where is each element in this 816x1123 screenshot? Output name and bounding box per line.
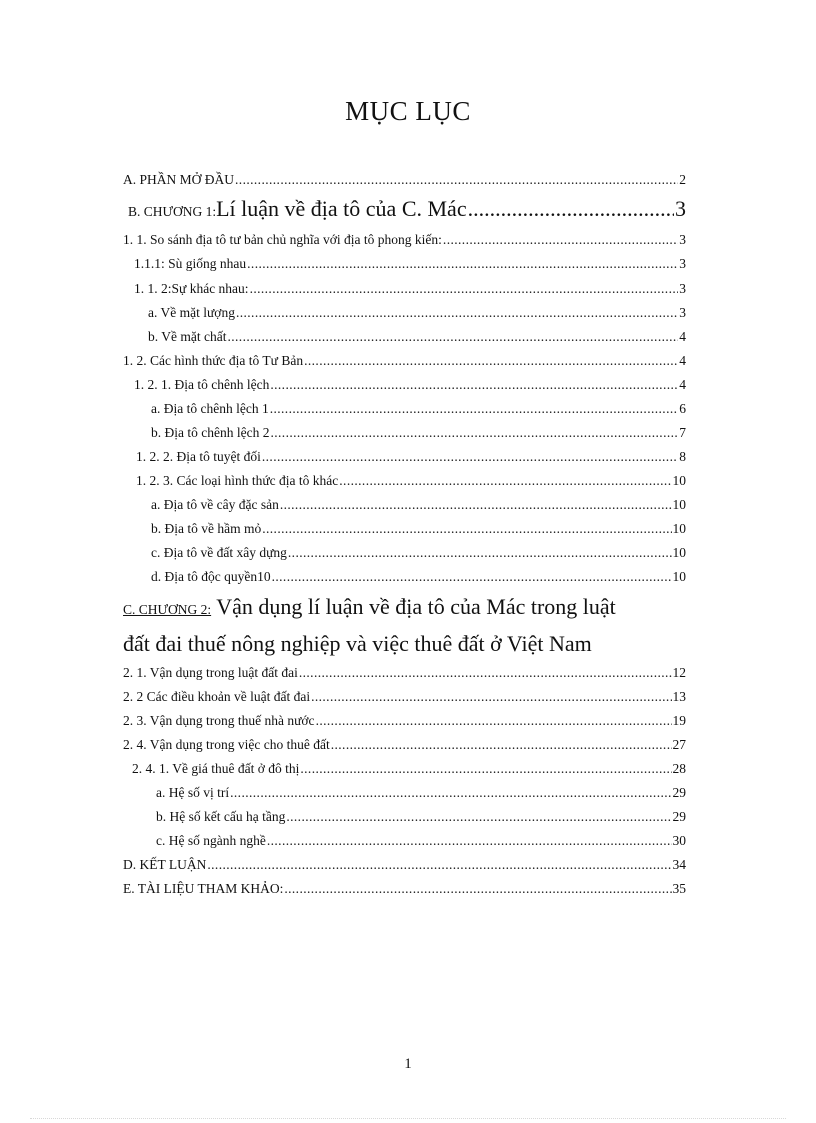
dot-leader <box>468 196 674 222</box>
chapter-2-heading-line-1 <box>123 590 695 627</box>
dot-leader <box>230 785 671 801</box>
toc-entry-text: 1. 1. 2:Sự khác nhau: <box>134 281 249 296</box>
toc-entry-1-2-2[interactable] <box>136 449 686 465</box>
toc-entry-page: 10 <box>672 473 686 488</box>
toc-entry-text: 1. 2. Các hình thức địa tô Tư Bản <box>123 353 304 368</box>
chapter-title: Vận dụng lí luận về địa tô của Mác trong luật <box>216 594 616 619</box>
dot-leader <box>267 833 672 849</box>
toc-entry-2-2[interactable] <box>123 689 686 705</box>
chapter-label: B. CHƯƠNG 1: <box>128 204 217 219</box>
dot-leader <box>331 737 672 753</box>
toc-entry-2-4-1[interactable] <box>132 761 686 777</box>
toc-entry-text <box>128 196 467 222</box>
dot-leader <box>304 353 678 369</box>
dot-leader <box>247 256 678 272</box>
toc-entry-1-1-2-a[interactable] <box>148 305 686 321</box>
toc-entry-2-3[interactable] <box>123 713 686 729</box>
dot-leader <box>270 401 679 417</box>
toc-entry-text: c. Địa tô về đất xây dựng <box>151 545 287 560</box>
toc-entry-2-1[interactable] <box>123 665 686 681</box>
toc-entry-page: 34 <box>672 857 686 872</box>
toc-entry-text: 1.1.1: Sù giống nhau <box>134 256 247 271</box>
toc-title: MỤC LỤC <box>345 96 471 126</box>
dot-leader <box>262 449 678 465</box>
toc-entry-page: 3 <box>679 232 686 247</box>
toc-entry-page: 2 <box>679 172 686 187</box>
toc-entry-text: b. Hệ số kết cấu hạ tầng <box>156 809 286 824</box>
toc-entry-text: 1. 2. 3. Các loại hình thức địa tô khác <box>136 473 339 488</box>
toc-entry-page: 13 <box>672 689 686 704</box>
dot-leader <box>299 665 672 681</box>
toc-entry-text: c. Hệ số ngành nghề <box>156 833 266 848</box>
toc-entry-1-2-3-b[interactable] <box>151 521 686 537</box>
chapter-2-heading-line-2: đất đai thuế nông nghiệp và việc thuê đất ở Việt Nam <box>123 631 592 656</box>
toc-entry-text: b. Địa tô về hầm mỏ <box>151 521 262 536</box>
toc-entry-page: 4 <box>679 353 686 368</box>
toc-entry-1-2-1[interactable] <box>134 377 686 393</box>
toc-entry-1-1-2-b[interactable] <box>148 329 686 345</box>
dot-leader <box>286 809 671 825</box>
toc-entry-text: 2. 1. Vận dụng trong luật đất đai <box>123 665 298 680</box>
toc-entry-1-1-2[interactable] <box>134 281 686 297</box>
toc-entry-page: 29 <box>672 785 686 800</box>
toc-entry-page: 3 <box>679 305 686 320</box>
dot-leader <box>288 545 672 561</box>
toc-entry-text: a. Hệ số vị trí <box>156 785 230 800</box>
toc-entry-text: b. Địa tô chênh lệch 2 <box>151 425 270 440</box>
toc-entry-1-1[interactable] <box>123 232 686 248</box>
toc-entry-chapter-1[interactable] <box>128 196 686 222</box>
page-number: 1 <box>404 1056 412 1072</box>
dot-leader <box>443 232 678 248</box>
toc-entry-text: 2. 4. 1. Về giá thuê đất ở đô thị <box>132 761 300 776</box>
toc-entry-2-4-1-c[interactable] <box>156 833 686 849</box>
toc-entry-page: 3 <box>679 256 686 271</box>
toc-entry-page: 35 <box>672 881 686 896</box>
toc-entry-1-2-3-c[interactable] <box>151 545 686 561</box>
toc-entry-text: 2. 4. Vận dụng trong việc cho thuê đất <box>123 737 330 752</box>
toc-entry-page: 10 <box>672 569 686 584</box>
toc-entry-text: 2. 2 Các điều khoản về luật đất đai <box>123 689 311 704</box>
dot-leader <box>300 761 671 777</box>
toc-entry-text: d. Địa tô độc quyền10 <box>151 569 271 584</box>
toc-entry-1-2-3-a[interactable] <box>151 497 686 513</box>
toc-entry-1-2[interactable] <box>123 353 686 369</box>
toc-entry-text: 1. 2. 2. Địa tô tuyệt đối <box>136 449 261 464</box>
toc-entry-chapter-2[interactable] <box>123 590 695 661</box>
toc-entry-text: b. Về mặt chất <box>148 329 227 344</box>
dot-leader <box>311 689 671 705</box>
toc-entry-d[interactable] <box>123 857 686 873</box>
dot-leader <box>236 305 678 321</box>
toc-entry-page: 10 <box>672 545 686 560</box>
dot-leader <box>280 497 672 513</box>
toc-entry-text: a. Về mặt lượng <box>148 305 235 320</box>
dot-leader <box>262 521 671 537</box>
chapter-title: Lí luận về địa tô của C. Mác <box>216 196 467 221</box>
footer-divider <box>30 1118 786 1119</box>
dot-leader <box>284 881 671 897</box>
toc-entry-page: 28 <box>672 761 686 776</box>
toc-entry-text: E. TÀI LIỆU THAM KHẢO: <box>123 881 284 896</box>
toc-entry-page: 29 <box>672 809 686 824</box>
toc-entry-page: 12 <box>672 665 686 680</box>
toc-entry-text: a. Địa tô về cây đặc sản <box>151 497 279 512</box>
toc-entry-page: 19 <box>672 713 686 728</box>
chapter-label: C. CHƯƠNG 2: <box>123 602 212 617</box>
toc-entry-text: 1. 1. So sánh địa tô tư bản chủ nghĩa với địa tô phong kiến: <box>123 232 442 247</box>
toc-entry-1-1-1[interactable] <box>134 256 686 272</box>
toc-entry-a[interactable] <box>123 172 686 188</box>
dot-leader <box>235 172 678 188</box>
dot-leader <box>339 473 671 489</box>
toc-entry-1-2-1-b[interactable] <box>151 425 686 441</box>
toc-entry-text: A. PHẦN MỞ ĐẦU <box>123 172 235 187</box>
toc-entry-text: a. Địa tô chênh lệch 1 <box>151 401 269 416</box>
toc-entry-1-2-1-a[interactable] <box>151 401 686 417</box>
toc-entry-1-2-3-d[interactable] <box>151 569 686 585</box>
dot-leader <box>270 377 678 393</box>
toc-entry-page: 7 <box>679 425 686 440</box>
toc-entry-page: 27 <box>672 737 686 752</box>
toc-entry-page: 6 <box>679 401 686 416</box>
dot-leader <box>316 713 672 729</box>
toc-entry-2-4[interactable] <box>123 737 686 753</box>
toc-entry-2-4-1-a[interactable] <box>156 785 686 801</box>
dot-leader <box>207 857 671 873</box>
toc-entry-1-2-3[interactable] <box>136 473 686 489</box>
toc-entry-page: 10 <box>672 497 686 512</box>
toc-entry-text: D. KẾT LUẬN <box>123 857 207 872</box>
dot-leader <box>270 425 678 441</box>
dot-leader <box>250 281 679 297</box>
toc-entry-2-4-1-b[interactable] <box>156 809 686 825</box>
dot-leader <box>272 569 672 585</box>
toc-entry-page: 4 <box>679 329 686 344</box>
toc-entry-text: 1. 2. 1. Địa tô chênh lệch <box>134 377 270 392</box>
toc-entry-page: 3 <box>675 196 686 221</box>
toc-entry-e[interactable] <box>123 881 686 897</box>
toc-entry-page: 30 <box>672 833 686 848</box>
toc-entry-page: 8 <box>679 449 686 464</box>
dot-leader <box>227 329 678 345</box>
toc-entry-page: 3 <box>679 281 686 296</box>
toc-entry-text: 2. 3. Vận dụng trong thuế nhà nước <box>123 713 315 728</box>
toc-entry-page: 4 <box>679 377 686 392</box>
toc-entry-page: 10 <box>672 521 686 536</box>
